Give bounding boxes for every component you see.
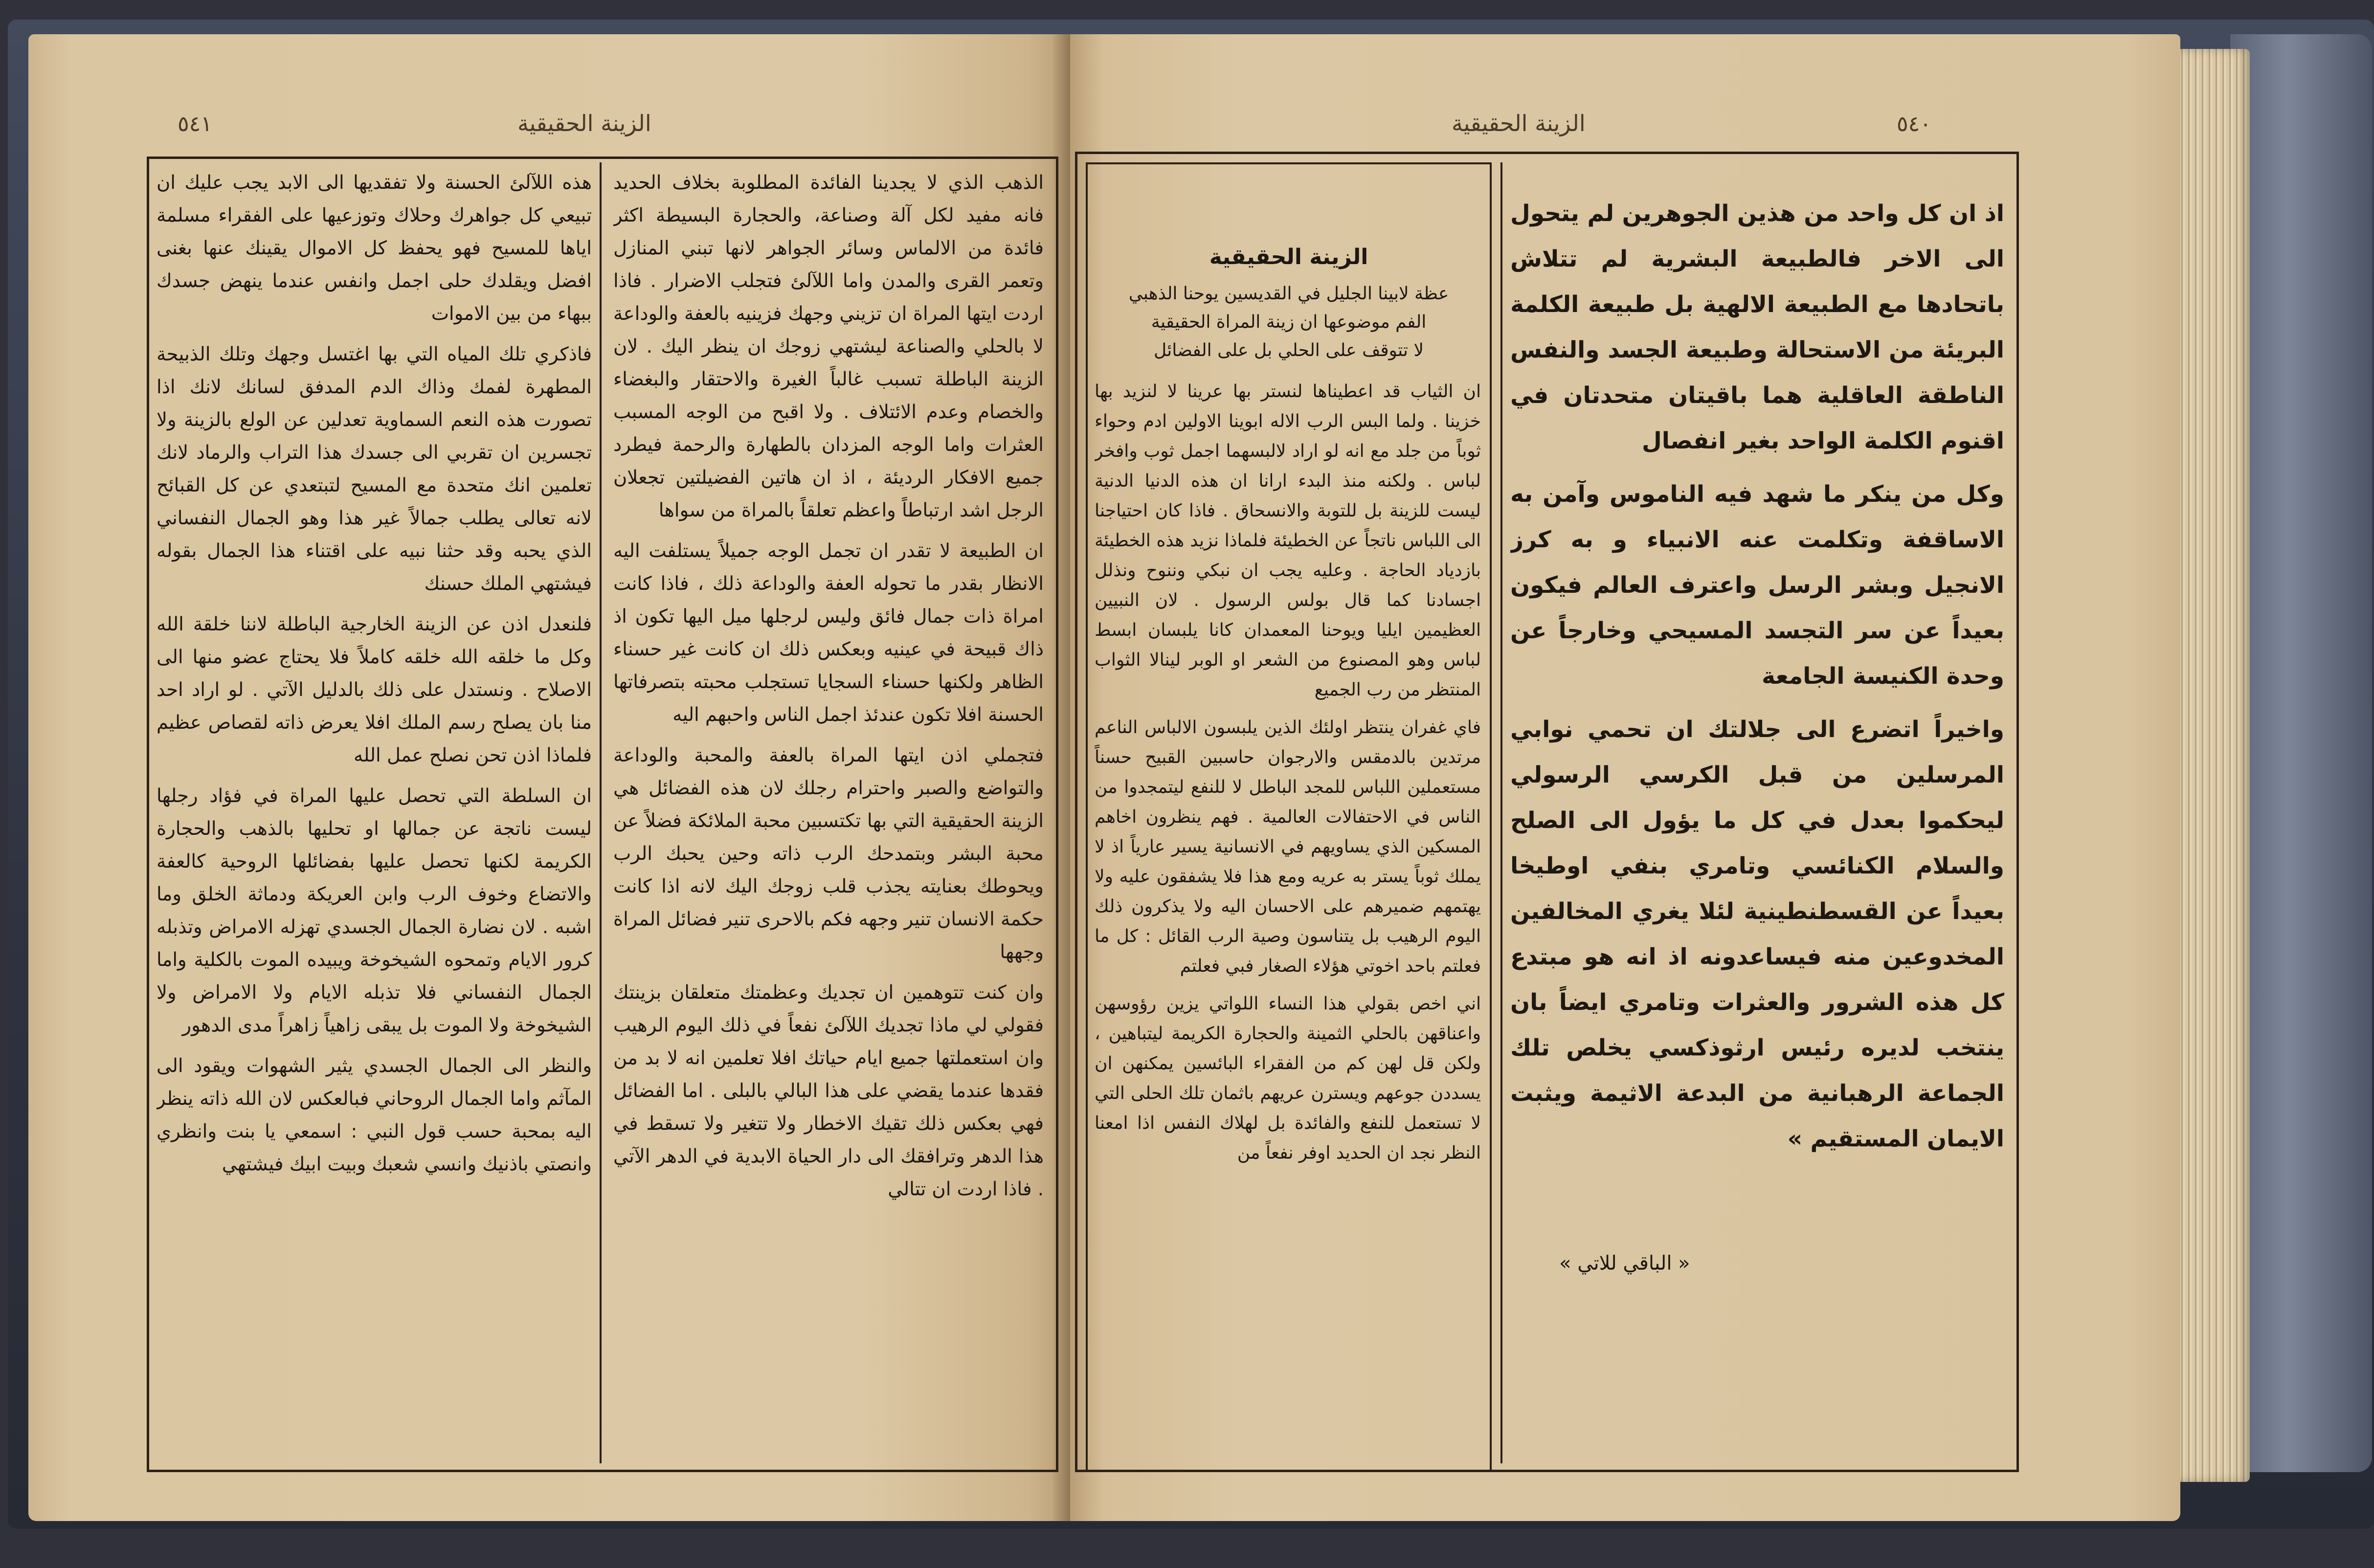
paragraph: اني اخص بقولي هذا النساء اللواتي يزين رؤوسهن واعناقهن بالحلي الثمينة والحجارة الكريمة ليتباهين ، ولكن قل لهن كم من الفقراء البائسين يمكنهن ان يسددن جوعهم ويسترن عريهم باثمان تلك الحلى التي لا تستعمل للنفع والفائدة بل لهلاك النفس اذا امعنا النظر نجد ان الحديد اوفر نفعاً من: [1095, 994, 1481, 1163]
continued-note: « الباقي للاتي »: [1559, 1252, 1690, 1275]
paragraph: واخيراً اتضرع الى جلالتك ان تحمي نوابي المرسلين من قبل الكرسي الرسولي ليحكموا بعدل في كل ما يؤول الى الصلح والسلام الكنائسي وتامري بنفي اوطيخا بعيداً عن القسطنطينية لئلا يغري المخالفين المخدوعين منه فيساعدونه اذ انه هو مبتدع كل هذه الشرور والعثرات وتامري ايضاً بان ينتخب لديره رئيس ارثوذكسي يخلص تلك الجماعة الرهبانية من البدعة الاثيمة ويثبت الايمان المستقيم »: [1510, 716, 2004, 1152]
book-cover-edge: [2230, 34, 2372, 1472]
column-divider: [1501, 162, 1502, 1463]
left-page-header: الزينة الحقيقية: [517, 110, 651, 136]
paragraph: اذ ان كل واحد من هذين الجوهرين لم يتحول الى الاخر فالطبيعة البشرية لم تتلاش باتحادها مع الطبيعة الالهية بل طبيعة الكلمة البريئة من الاستحالة وطبيعة الجسد والنفس الناطقة العاقلية هما باقيتان متحدتان في اقنوم الكلمة الواحد بغير انفصال: [1510, 200, 2004, 454]
right-page-main-column: [1510, 191, 2004, 1247]
paragraph: ان الطبيعة لا تقدر ان تجمل الوجه جميلاً يستلفت اليه الانظار بقدر ما تحوله العفة والوداعة ذلك ، فاذا كانت امراة ذات جمال فائق وليس لرجلها ميل اليها تكون اذ ذاك قبيحة في عينيه وبعكس ذلك ان كانت غير حسناء الظاهر ولكنها حسناء السجايا تستجلب محبته بتصرفاتها الحسنة افلا تكون عندئذ اجمل الناس واحبهم اليه: [613, 540, 1044, 726]
paragraph: فتجملي اذن ايتها المراة بالعفة والمحبة والوداعة والتواضع والصبر واحترام رجلك لان هذه الفضائل هي الزينة الحقيقية التي بها تكتسبين محبة الملائكة فضلاً عن محبة البشر وبتمدحك الرب ذاته وحين يحبك الرب ويحوطك بعنايته يجذب قلب زوجك اليك لانه اذا كانت حكمة الانسان تنير وجهه فكم بالاحرى تنير فضائل المراة وجهها: [613, 744, 1044, 963]
left-page-column-right: [613, 166, 1044, 1457]
left-page-column-left: [157, 166, 592, 1457]
page-edges: [2172, 49, 2250, 1482]
paragraph: فاي غفران ينتظر اولئك الذين يلبسون الالباس الناعم مرتدين بالدمقس والارجوان حاسبين القبيح حسناً مستعملين اللباس للمجد الباطل لا للنفع ليتمجدوا من الناس في الاحتفالات العالمية . فهم ينظرون اخاهم المسكين الذي يساويهم في الانسانية يسير عارياً اذ لا يملك ثوباً يستر به عريه ومع هذا فلا يشفقون عليه ولا يهتمهم ضميرهم على الاحسان اليه ولا يذكرون ذلك اليوم الرهيب بل يتناسون وصية الرب القائل : كل ما فعلتم باحد اخوتي هؤلاء الصغار فبي فعلتم: [1095, 717, 1481, 976]
right-page-number: ٥٤٠: [1897, 112, 1931, 136]
paragraph: وان كنت تتوهمين ان تجديك وعظمتك متعلقان بزينتك فقولي لي ماذا تجديك اللآلئ نفعاً في ذلك اليوم الرهيب وان استعملتها جميع ايام حياتك افلا تعلمين انه لا بد من فقدها عندما يقضي على هذا البالي بالبلى . اما الفضائل فهي بعكس ذلك تقيك الاخطار ولا تتغير ولا تسقط في هذا الدهر وترافقك الى دار الحياة الابدية في الدهر الآتي . فاذا اردت ان تتالي: [613, 982, 1044, 1200]
paragraph: الذهب الذي لا يجدينا الفائدة المطلوبة بخلاف الحديد فانه مفيد لكل آلة وصناعة، والحجارة البسيطة اكثر فائدة من الالماس وسائر الجواهر لانها تبني المنازل وتعمر القرى والمدن واما اللآلئ فتجلب الاضرار . فاذا اردت ايتها المراة ان تزيني وجهك فزينيه بالعفة والوداعة لا بالحلي والصناعة ليشتهي زوجك ان ينظر اليك . لان الزينة الباطلة تسبب غالباً الغيرة والاحتقار والبغضاء والخصام وعدم الائتلاف . ولا اقبح من الوجه المسبب العثرات واما الوجه المزدان بالطهارة والرحمة فيطرد جميع الافكار الرديئة ، اذ ان هاتين الفضيلتين تجعلان الرجل اشد ارتباطاً واعظم تعلقاً بالمراة من سواها: [613, 172, 1044, 521]
inset-article-body: [1095, 377, 1481, 1457]
paragraph: هذه اللآلئ الحسنة ولا تفقديها الى الابد يجب عليك ان تبيعي كل جواهرك وحلاك وتوزعيها على الفقراء مسلمة اياها للمسيح فهو يحفظ كل الاموال يقينك عنها بغنى افضل ويقلدك حلى اجمل وانفس عندما ينهض جسدك ببهاء من بين الاموات: [157, 172, 592, 325]
column-divider: [600, 162, 602, 1463]
inset-article-subtitle: الفم موضوعها ان زينة المراة الحقيقية: [1151, 312, 1427, 332]
paragraph: فلنعدل اذن عن الزينة الخارجية الباطلة لاننا خلقة الله وكل ما خلقه الله خلقه كاملاً فلا يحتاج عضو منها الى الاصلاح . ونستدل على ذلك بالدليل الآتي . لو اراد احد منا بان يصلح رسم الملك افلا يعرض ذاته لقصاص عظيم فلماذا اذن تحن نصلح عمل الله: [157, 613, 592, 766]
paragraph: ان السلطة التي تحصل عليها المراة في فؤاد رجلها ليست ناتجة عن جمالها او تحليها بالذهب والحجارة الكريمة لكنها تحصل عليها بفضائلها الروحية كالعفة والاتضاع وخوف الرب وابن العريكة ودماثة الخلق وما اشبه . لان نضارة الجمال الجسدي تهزله الامراض وتذبله كرور الايام وتمحوه الشيخوخة ويبيده الموت بالكلية واما الجمال النفساني فلا تذبله الايام ولا الامراض ولا الشيخوخة ولا الموت بل يبقى زاهياً زاهراً مدى الدهور: [157, 785, 592, 1036]
paragraph: والنظر الى الجمال الجسدي يثير الشهوات ويقود الى المآثم واما الجمال الروحاني فبالعكس لان الله ذاته ينظر اليه بمحبة حسب قول النبي : اسمعي يا بنت وانظري وانصتي باذنيك وانسي شعبك وبيت ابيك فيشتهي: [157, 1055, 592, 1175]
right-page-header: الزينة الحقيقية: [1452, 110, 1586, 136]
paragraph: ان الثياب قد اعطيناها لنستر بها عرينا لا لنزيد بها خزينا . ولما البس الرب الاله ابوينا الاولين ادم وحواء ثوباً من جلد مع انه لو اراد لالبسهما اجمل ثوب وافخر لباس . ولكنه منذ البدء ارانا ان هذه الدنيا الدنية ليست للزينة بل للتوبة والانسحاق . فاذا كان احتياجنا الى اللباس ناتجاً عن الخطيئة فلماذا نزيد هذه الخطيئة بازدياد الحاجة . وعليه يجب ان نبكي وننوح ونذلل اجسادنا كما قال بولس الرسول . لان النبيين العظيمين ايليا ويوحنا المعمدان كانا يلبسان ابسط لباس وهو المصنوع من الشعر او الوبر لينالا الثواب المنتظر من رب الجميع: [1095, 381, 1481, 700]
left-page-number: ٥٤١: [178, 112, 212, 136]
inset-article-subtitle: لا تتوقف على الحلي بل على الفضائل: [1153, 340, 1424, 360]
paragraph: فاذكري تلك المياه التي بها اغتسل وجهك وتلك الذبيحة المطهرة لفمك وذاك الدم المدفق لسانك لانك اذا تصورت هذه النعم السماوية تعدلين عن الولع بالزينة ولا تجسرين ان تقربي الى جسدك هذا التراب والرماد لانك تعلمين انك متحدة مع المسيح لتبتعدي عن كل القبائح لانه تعالى يطلب جمالاً غير هذا وهو الجمال النفساني الذي يحبه وقد حثنا نبيه على اقتناء هذا الجمال بقوله فيشتهي الملك حسنك: [157, 343, 592, 595]
right-page: [1070, 34, 2180, 1521]
inset-article-subtitle: عظة لابينا الجليل في القديسين يوحنا الذهبي: [1128, 284, 1449, 304]
inset-article-title: الزينة الحقيقية: [1209, 245, 1368, 269]
paragraph: وكل من ينكر ما شهد فيه الناموس وآمن به الاساقفة وتكلمت عنه الانبياء و به كرز الانجيل وبشر الرسل واعترف العالم فيكون بعيداً عن سر التجسد المسيحي وخارجاً عن وحدة الكنيسة الجامعة: [1510, 481, 2004, 690]
left-page: [28, 34, 1070, 1521]
